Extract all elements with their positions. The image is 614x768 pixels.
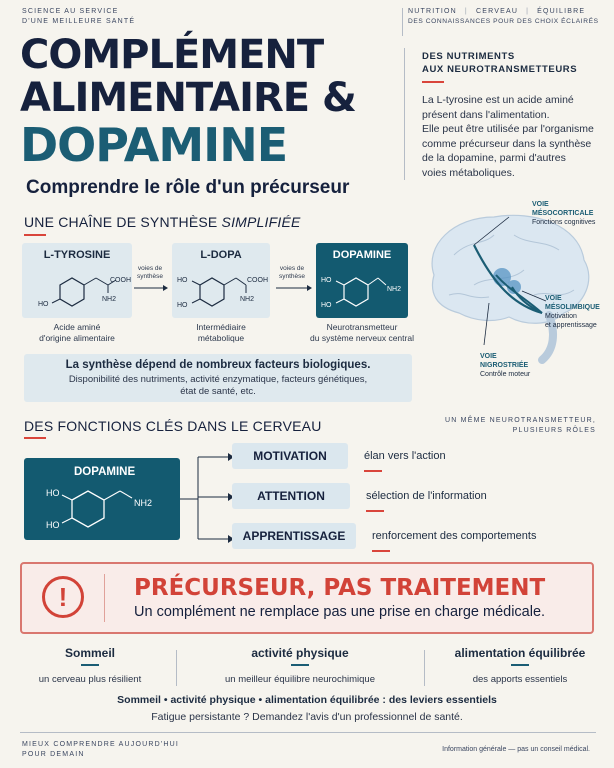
caption-l-dopa: Intermédiaire métabolique: [196, 322, 246, 343]
subtitle: Comprendre le rôle d'un précurseur: [26, 177, 350, 198]
label-cooh: COOH: [110, 277, 131, 284]
title-line1: COMPLÉMENT: [20, 32, 324, 78]
l-tyrosine-structure: [22, 263, 132, 318]
desc-underline: [366, 510, 384, 512]
function-attention-desc: sélection de l'information: [366, 490, 487, 502]
label-nh2: NH2: [387, 286, 402, 293]
l-dopa-structure: [172, 263, 270, 318]
footer-tagline: MIEUX COMPRENDRE AUJOURD'HUI POUR DEMAIN: [22, 741, 180, 758]
caption-l-tyrosine: Acide aminé d'origine alimentaire: [39, 322, 115, 343]
card-l-dopa: [172, 243, 270, 318]
arrow-label-1: voies de synthèse: [136, 265, 164, 280]
nav-item-cerveau[interactable]: CERVEAU: [475, 8, 519, 15]
warning-text: Un complément ne remplace pas une prise en charge médicale.: [134, 604, 546, 620]
summary-levers: Sommeil • activité physique • alimentation équilibrée : des leviers essentiels: [117, 694, 497, 706]
sidebar-divider: [404, 48, 405, 180]
label-ho-top: HO: [46, 488, 60, 498]
card-l-tyrosine: [22, 243, 132, 318]
label-ho-top: HO: [321, 277, 332, 284]
arrow-label-2: voies de synthèse: [278, 265, 306, 280]
label-ho-top: HO: [177, 277, 188, 284]
functions-heading: DES FONCTIONS CLÉS DANS LE CERVEAU: [24, 418, 322, 434]
functions-underline: [24, 437, 46, 439]
sidebar-heading: DES NUTRIMENTS AUX NEUROTRANSMETTEURS: [422, 51, 578, 75]
nav-item-equilibre[interactable]: ÉQUILIBRE: [537, 8, 586, 15]
dopamine-molecule-card: DOPAMINE HO HO NH2: [24, 458, 180, 540]
header-divider: [402, 8, 403, 36]
card-name: DOPAMINE: [332, 249, 392, 261]
title-line2: ALIMENTAIRE &: [20, 75, 356, 121]
label-nh2: NH2: [134, 498, 153, 508]
dopamine-structure: [24, 480, 180, 540]
card-name: L-TYROSINE: [43, 249, 111, 261]
footer-divider: [20, 732, 596, 733]
label-ho-bottom: HO: [321, 302, 332, 309]
dopamine-structure: [316, 263, 408, 318]
label-ho: HO: [38, 301, 49, 308]
label-nh2: NH2: [240, 296, 255, 303]
label-cooh: COOH: [247, 277, 268, 284]
synthesis-heading: UNE CHAÎNE DE SYNTHÈSE SIMPLIFIÉE: [24, 214, 301, 230]
lever-activite: activité physique un meilleur équilibre neurochimique: [225, 646, 375, 685]
desc-underline: [364, 470, 382, 472]
arrow-right-icon: [276, 284, 312, 292]
caption-dopamine: Neurotransmetteur du système nerveux central: [310, 322, 414, 343]
function-apprentissage-desc: renforcement des comportements: [372, 530, 537, 542]
lever-divider: [424, 650, 425, 686]
warning-divider: [104, 574, 105, 622]
desc-underline: [372, 550, 390, 552]
lever-sommeil: Sommeil un cerveau plus résilient: [38, 646, 142, 685]
lever-divider: [176, 650, 177, 686]
function-motivation: MOTIVATION: [232, 443, 348, 469]
branch-arrows: [180, 450, 236, 550]
function-attention: ATTENTION: [232, 483, 350, 509]
sidebar-body: La L-tyrosine est un acide aminé présent dans l'alimentation. Elle peut être utilisée par l'organisme comme précurseur dans la synthèse de la dopamine, parmi d'autres voies métaboliques.: [422, 94, 594, 179]
synthesis-underline: [24, 234, 46, 236]
label-ho-bottom: HO: [177, 302, 188, 309]
lever-alimentation: alimentation équilibrée des apports essentiels: [454, 646, 586, 685]
arrow-right-icon: [134, 284, 168, 292]
label-nh2: NH2: [102, 296, 117, 303]
nav-subtitle: DES CONNAISSANCES POUR DES CHOIX ÉCLAIRÉS: [408, 18, 599, 25]
tagline: SCIENCE AU SERVICE D'UNE MEILLEURE SANTÉ: [22, 8, 136, 25]
pathway-nigrostriatal: VOIE NIGROSTRIÉE Contrôle moteur: [480, 353, 531, 378]
pathway-mesocortical: VOIE MÉSOCORTICALE Fonctions cognitives: [532, 201, 596, 226]
pathway-mesolimbic: VOIE MÉSOLIMBIQUE Motivation et apprentissage: [545, 295, 600, 329]
footer-disclaimer: Information générale — pas un conseil médical.: [442, 746, 590, 753]
card-dopamine: [316, 243, 408, 318]
nav-item-nutrition[interactable]: NUTRITION: [408, 8, 457, 15]
summary-advice: Fatigue persistante ? Demandez l'avis d'un professionnel de santé.: [151, 711, 463, 723]
function-motivation-desc: élan vers l'action: [364, 450, 446, 462]
functions-note: UN MÊME NEUROTRANSMETTEUR, PLUSIEURS RÔLES: [445, 417, 596, 434]
warning-title: PRÉCURSEUR, PAS TRAITEMENT: [134, 575, 546, 601]
card-name: L-DOPA: [200, 249, 242, 261]
sidebar-underline: [422, 81, 444, 83]
function-apprentissage: APPRENTISSAGE: [232, 523, 356, 549]
title-line3: DOPAMINE: [20, 118, 288, 172]
synthesis-note: La synthèse dépend de nombreux facteurs biologiques. Disponibilité des nutriments, activité enzymatique, facteurs génétiques, état de santé, etc.: [24, 354, 412, 402]
warning-icon: !: [42, 576, 84, 618]
label-ho-bottom: HO: [46, 520, 60, 530]
top-nav: NUTRITION | CERVEAU | ÉQUILIBRE DES CONNAISSANCES POUR DES CHOIX ÉCLAIRÉS: [408, 7, 608, 27]
